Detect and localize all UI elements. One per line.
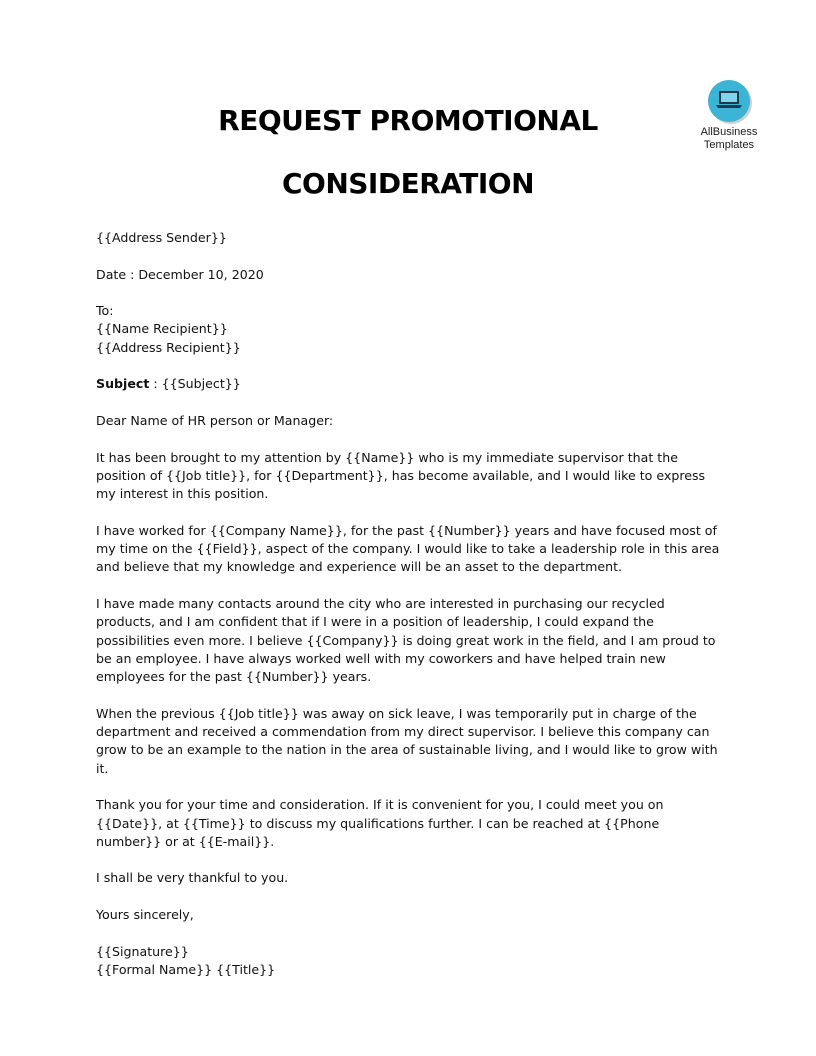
signature: {{Signature}} — [96, 943, 189, 959]
letter-body — [96, 229, 726, 997]
paragraph-2: I have worked for {{Company Name}}, for the past {{Number}} years and have focused most of my time on the {{Field}}, aspect of the company. I would like to take a leadership role in this area and believe that my knowledge and experience will be an asset to the department. — [96, 522, 720, 575]
document-title-line-1: REQUEST PROMOTIONAL — [218, 104, 598, 137]
closing: Yours sincerely, — [96, 906, 194, 922]
subject-label: Subject — [96, 376, 150, 392]
logo-text-line-1: AllBusiness — [700, 126, 758, 138]
thanks-line: I shall be very thankful to you. — [96, 870, 289, 886]
recipient-name: {{Name Recipient}} — [96, 321, 228, 337]
logo-text — [690, 126, 768, 152]
paragraph-5: Thank you for your time and consideration. If it is convenient for you, I could meet you on {{Date}}, at {{Time}} to discuss my qualifications further. I can be reached at {{Phone number}} or at {{E-mail}}. — [96, 797, 664, 849]
formal-name-title: {{Formal Name}} {{Title}} — [96, 961, 276, 977]
paragraph-3: I have made many contacts around the city who are interested in purchasing our recycled products, and I am confident that if I were in a position of leadership, I could expand the possibilities even more. I believe {{Company}} is doing great work in the field, and I am proud to be an employee. I have always worked well with my coworkers and have helped train new employees for the past {{Number}} years. — [96, 595, 716, 685]
sender-address: {{Address Sender}} — [96, 230, 227, 245]
salutation: Dear Name of HR person or Manager: — [96, 412, 334, 428]
document-title-line-2: CONSIDERATION — [281, 167, 535, 200]
recipient-address: {{Address Recipient}} — [96, 339, 241, 355]
laptop-icon — [716, 89, 742, 111]
logo-text-line-2: Templates — [703, 139, 755, 151]
allbusiness-templates-logo — [690, 80, 768, 152]
logo-badge — [708, 80, 750, 122]
to-label: To: — [96, 303, 114, 319]
paragraph-4: When the previous {{Job title}} was away on sick leave, I was temporarily put in charge of the department and received a commendation from my direct supervisor. I believe this company can grow to be an example to the nation in the area of sustainable living, and I would like to grow with it. — [96, 705, 718, 776]
date-line: Date : December 10, 2020 — [96, 266, 264, 282]
recipient-block — [96, 302, 726, 357]
paragraph-1: It has been brought to my attention by {{Name}} who is my immediate supervisor that the position of {{Job title}}, for {{Department}}, has become available, and I would like to express my interest in this position. — [96, 449, 706, 502]
subject-line — [96, 375, 726, 393]
signature-block — [96, 943, 726, 980]
subject-value: : {{Subject}} — [149, 376, 241, 392]
